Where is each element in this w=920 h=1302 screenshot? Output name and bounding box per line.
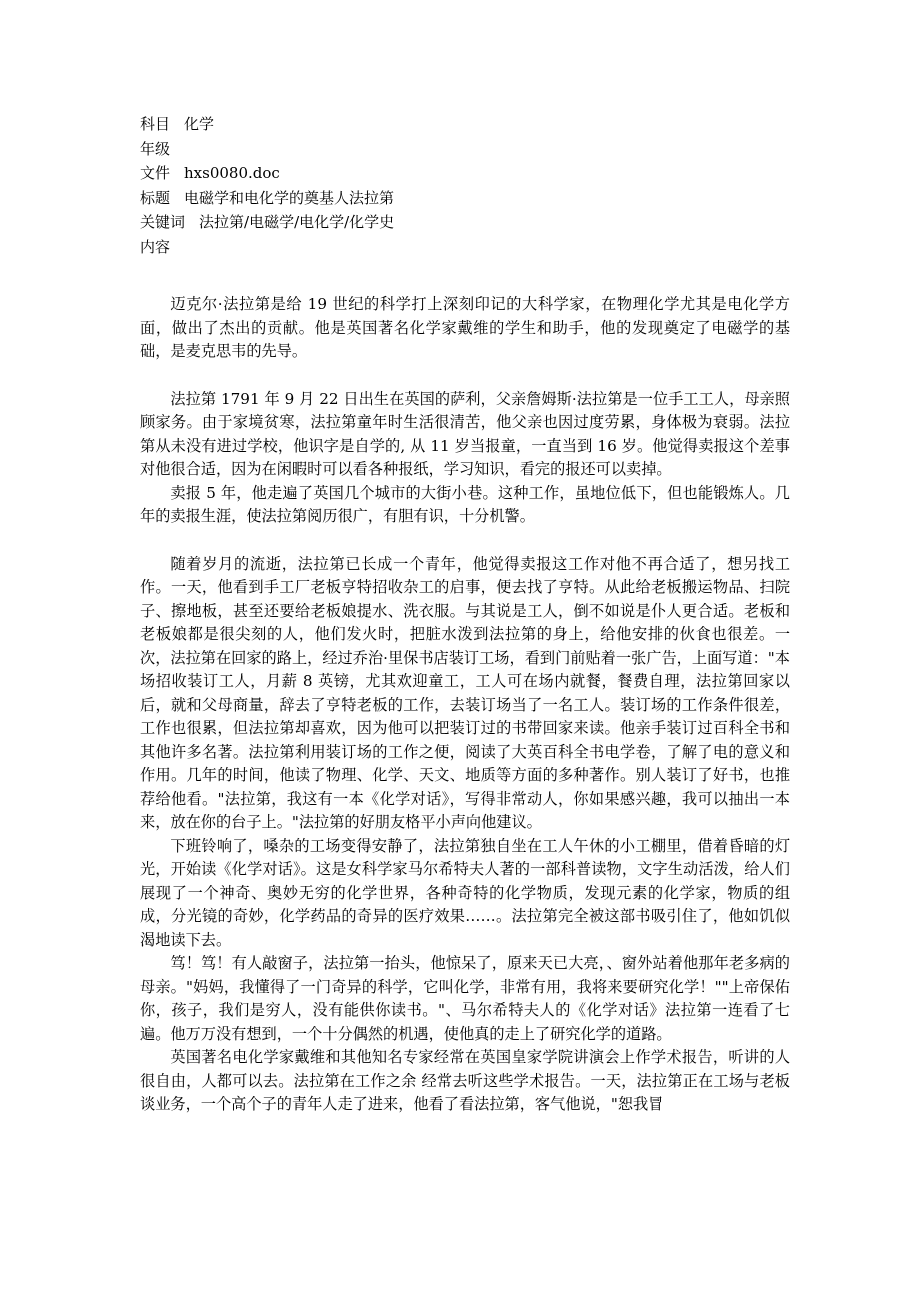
- paragraph: 卖报 5 年，他走遍了英国几个城市的大街小巷。这种工作，虽地位低下，但也能锻炼人。几年的卖报生涯，使法拉第阅历很广，有胆有识，十分机警。: [140, 483, 790, 525]
- meta-key: 标题: [140, 188, 171, 207]
- meta-value: 法拉第/电磁学/电化学/化学史: [199, 213, 395, 231]
- meta-row-content: [140, 235, 790, 260]
- meta-key: 关键词: [140, 213, 186, 231]
- document-page: [140, 112, 790, 1117]
- article-body: [140, 293, 790, 1117]
- meta-row-file: [140, 161, 790, 186]
- meta-value: 电磁学和电化学的奠基人法拉第: [184, 188, 395, 207]
- meta-value: 化学: [184, 115, 215, 133]
- meta-row-grade: [140, 137, 790, 162]
- meta-key: 科目: [140, 115, 171, 133]
- metadata-block: [140, 112, 790, 259]
- paragraph: 下班铃响了，嗓杂的工场变得安静了，法拉第独自坐在工人午休的小工棚里，借着昏暗的灯光，开始读《化学对话》。这是女科学家马尔希特夫人著的一部科普读物，文字生动活泼，给人们展现了一个神奇、奥妙无穷的化学世界，各种奇特的化学物质，发现元素的化学家，物质的组成，分光镜的奇妙，化学药品的奇异的医疗效果……。法拉第完全被这部书吸引住了，他如饥似渴地读下去。: [140, 836, 790, 949]
- paragraph: 英国著名电化学家戴维和其他知名专家经常在英国皇家学院讲演会上作学术报告，听讲的人很自由，人都可以去。法拉第在工作之余 经常去听这些学术报告。一天，法拉第正在工场与老板谈业务，一个高个子的青年人走了进来，他看了看法拉第，客气他说，"恕我冒: [140, 1048, 790, 1113]
- meta-row-subject: [140, 112, 790, 137]
- meta-key: 文件: [140, 164, 171, 182]
- meta-key: 年级: [140, 139, 171, 158]
- meta-row-keywords: [140, 210, 790, 235]
- paragraph: 笃！笃！有人敲窗子，法拉第一抬头，他惊呆了，原来天已大亮，、窗外站着他那年老多病的母亲。"妈妈，我懂得了一门奇异的科学，它叫化学，非常有用，我将来要研究化学！""上帝保佑你，孩子，我们是穷人，没有能供你读书。"、马尔希特夫人的《化学对话》法拉第一连看了七遍。他万万没有想到，一个十分偶然的机遇，使他真的走上了研究化学的道路。: [140, 954, 790, 1043]
- meta-row-title: [140, 186, 790, 211]
- paragraph: 法拉第 1791 年 9 月 22 日出生在英国的萨利，父亲詹姆斯·法拉第是一位手工工人，母亲照顾家务。由于家境贫寒，法拉第童年时生活很清苦，他父亲也因过度劳累，身体极为衰弱。法拉第从未没有进过学校，他识字是自学的, 从 11 岁当报童，一直当到 16 岁。他觉得卖报这个差事对他很合适，因为在闲暇时可以看各种报纸，学习知识，看完的报还可以卖掉。: [140, 389, 790, 478]
- paragraph: 迈克尔·法拉第是给 19 世纪的科学打上深刻印记的大科学家，在物理化学尤其是电化学方面，做出了杰出的贡献。他是英国著名化学家戴维的学生和助手，他的发现奠定了电磁学的基础，是麦克思韦的先导。: [140, 295, 790, 360]
- meta-value: hxs0080.doc: [184, 164, 280, 182]
- meta-key: 内容: [140, 237, 171, 256]
- paragraph: 随着岁月的流逝，法拉第已长成一个青年，他觉得卖报这工作对他不再合适了，想另找工作。一天，他看到手工厂老板亨特招收杂工的启事，便去找了亨特。从此给老板搬运物品、扫院子、擦地板，甚至还要给老板娘提水、洗衣服。与其说是工人，倒不如说是仆人更合适。老板和老板娘都是很尖刻的人，他们发火时，把脏水泼到法拉第的身上，给他安排的伙食也很差。一次，法拉第在回家的路上，经过乔治·里保书店装订工场，看到门前贴着一张广告，上面写道："本场招收装订工人，月薪 8 英镑，尤其欢迎童工，工人可在场内就餐，餐费自理，法拉第回家以后，就和父母商量，辞去了亨特老板的工作，去装订场当了一名工人。装订场的工作条件很差，工作也很累，但法拉第却喜欢，因为他可以把装订过的书带回家来读。他亲手装订过百科全书和其他许多名著。法拉第利用装订场的工作之便，阅读了大英百科全书电学卷，了解了电的意义和作用。几年的时间，他读了物理、化学、天文、地质等方面的多种著作。别人装订了好书，也推荐给他看。"法拉第，我这有一本《化学对话》，写得非常动人，你如果感兴趣，我可以抽出一本来，放在你的台子上。"法拉第的好朋友格平小声向他建议。: [140, 554, 790, 831]
